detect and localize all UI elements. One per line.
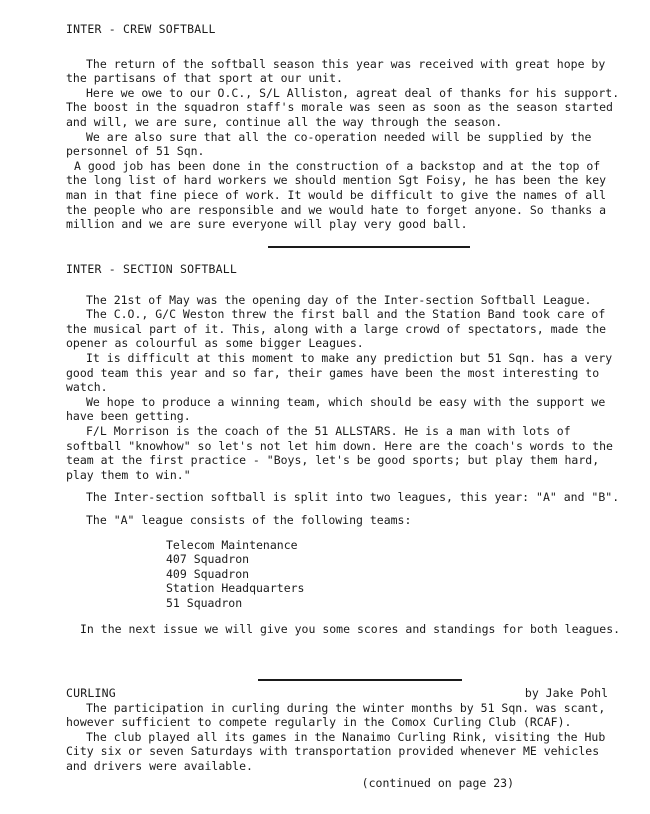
crew-paragraph-2: Here we owe to our O.C., S/L Alliston, agreat deal of thanks for his support. The boost in the squadron staff's morale was seen as soon as the season started and will, we are sure, continue all the way through the season.: [66, 85, 620, 129]
team-list-item: Station Headquarters: [166, 581, 305, 596]
team-list: [166, 538, 622, 611]
section-divider-2: [258, 679, 462, 681]
team-list-item: Telecom Maintenance: [166, 537, 298, 552]
section-paragraph-4: We hope to produce a winning team, which should be easy with the support we have been getting.: [66, 394, 606, 424]
crew-paragraph-3: We are also sure that all the co-operation needed will be supplied by the personnel of 51 Sqn.: [66, 129, 592, 159]
crew-softball-section: [66, 22, 622, 232]
league-split-text: The Inter-section softball is split into two leagues, this year: "A" and "B".: [86, 490, 620, 505]
section-closing-paragraph: In the next issue we will give you some scores and standings for both leagues.: [80, 622, 621, 637]
section-paragraph-3: It is difficult at this moment to make any prediction but 51 Sqn. has a very good team this year and so far, their games have been the most interesting to watch.: [66, 350, 613, 395]
team-list-item: 407 Squadron: [166, 552, 250, 567]
curling-header: [66, 686, 622, 701]
curling-paragraph-1: The participation in curling during the winter months by 51 Sqn. was scant, however sufficient to compete regularly in the Comox Curling Club (RCAF).: [66, 700, 606, 730]
team-list-item: 51 Squadron: [166, 595, 243, 610]
section-softball-heading: INTER - SECTION SOFTBALL: [66, 262, 237, 276]
section-paragraph-1: The 21st of May was the opening day of the Inter-section Softball League.: [86, 292, 592, 307]
section-divider-1: [268, 246, 470, 248]
curling-heading: CURLING: [66, 686, 116, 700]
section-paragraph-2: The C.O., G/C Weston threw the first ball and the Station Band took care of the musical part of it. This, along with a large crowd of spectators, made the opener as colourful as some bigger Leagues.: [66, 307, 607, 351]
crew-paragraph-1: The return of the softball season this year was received with great hope by the partisans of that sport at our unit.: [66, 56, 606, 86]
continued-note: (continued on page 23): [361, 775, 514, 790]
section-softball-section: [66, 262, 622, 637]
curling-section: [66, 686, 622, 790]
curling-paragraph-2: The club played all its games in the Nanaimo Curling Rink, visiting the Hub City six or seven Saturdays with transportation provided whenever ME vehicles and drivers were available.: [66, 729, 606, 773]
team-list-item: 409 Squadron: [166, 566, 250, 581]
section-paragraph-5: F/L Morrison is the coach of the 51 ALLSTARS. He is a man with lots of softball "knowhow" so let's not let him down. Here are the coach's words to the team at the first practice - "Boys, let's be good sports; but play them hard, play them to win.": [66, 423, 613, 482]
league-a-intro: The "A" league consists of the following teams:: [86, 512, 412, 527]
crew-softball-heading: INTER - CREW SOFTBALL: [66, 22, 216, 36]
crew-paragraph-4: A good job has been done in the construction of a backstop and at the top of the long list of hard workers we should mention Sgt Foisy, he has been the key man in that fine piece of work. It would be difficult to give the names of all the people who are responsible and we would hate to forget anyone. So thanks a million and we are sure everyone will play very good ball.: [66, 158, 607, 232]
curling-byline: by Jake Pohl: [524, 686, 608, 700]
